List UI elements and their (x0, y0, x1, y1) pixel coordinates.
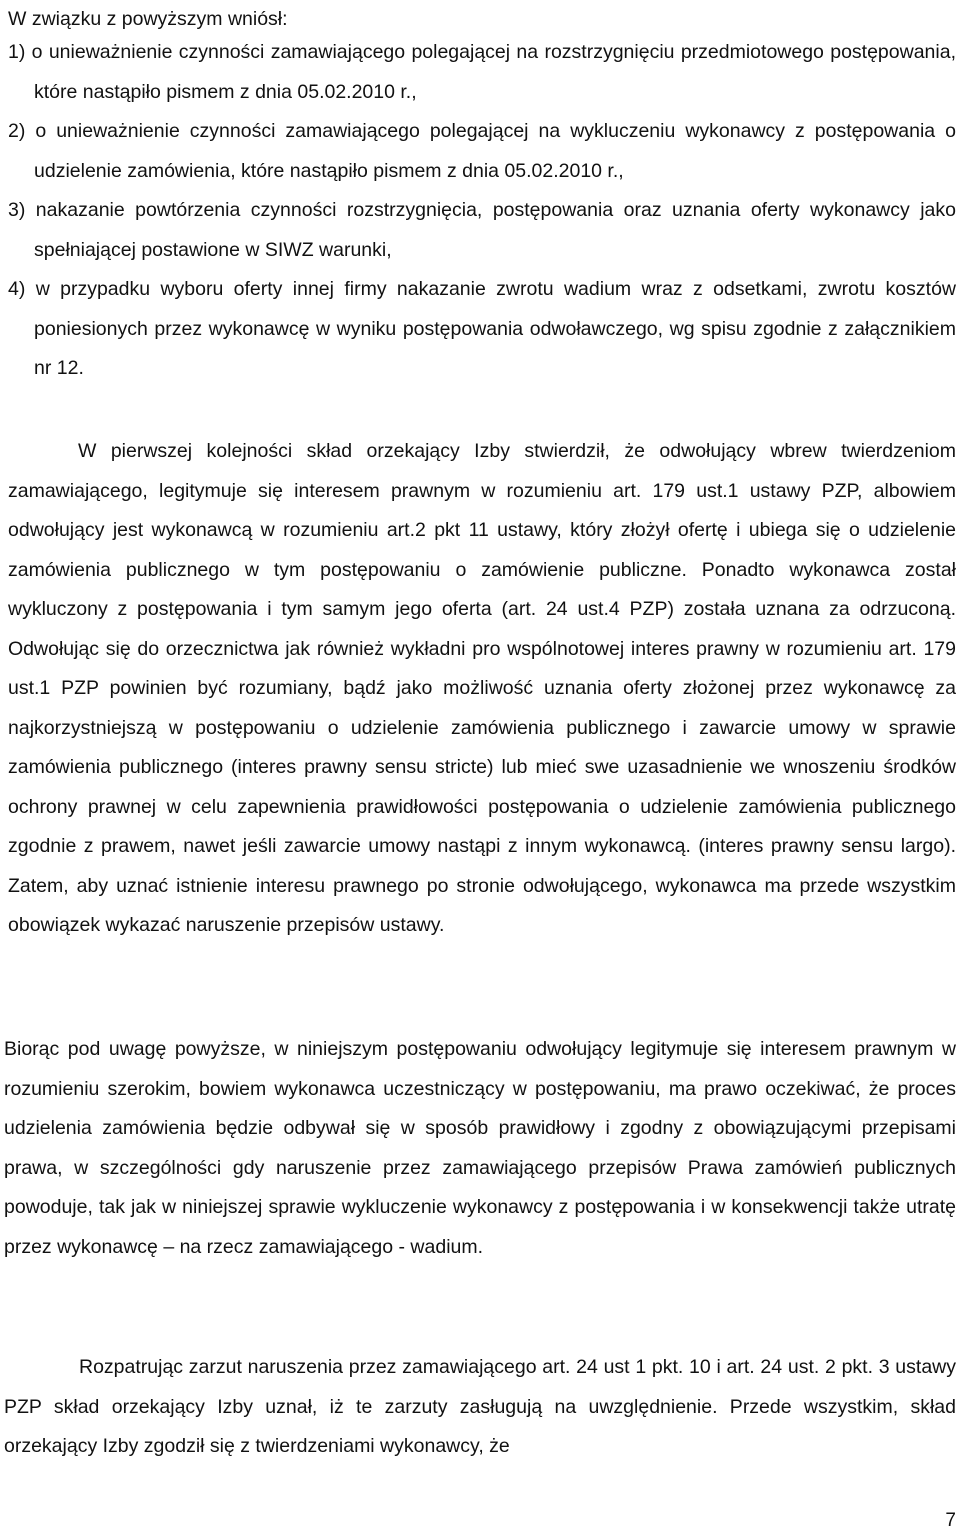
request-item-4: 4) w przypadku wyboru oferty innej firmy nakazanie zwrotu wadium wraz z odsetkami, zwrotu kosztów poniesionych przez wykonawcę w wyniku postępowania odwoławczego, wg spisu zgodnie z załącznikiem nr 12. (8, 278, 956, 379)
request-item-2: 2) o unieważnienie czynności zamawiającego polegającej na wykluczeniu wykonawcy z postępowania o udzielenie zamówienia, które nastąpiło pismem z dnia 05.02.2010 r., (8, 120, 956, 182)
requests-list (8, 33, 956, 389)
page-number: 7 (945, 1510, 956, 1531)
paragraph-legal-interest: W pierwszej kolejności skład orzekający Izby stwierdził, że odwołujący wbrew twierdzeniom zamawiającego, legitymuje się interesem prawnym w rozumieniu art. 179 ust.1 ustawy PZP, albowiem odwołujący jest wykonawcą w rozumieniu art.2 pkt 11 ustawy, który złożył ofertę i ubiega się o udzielenie zamówienia publicznego w tym postępowaniu o zamówienie publiczne. Ponadto wykonawca został wykluczony z postępowania i tym samym jego oferta (art. 24 ust.4 PZP) została uznana za odrzuconą. Odwołując się do orzecznictwa jak również wykładni pro wspólnotowej interes prawny w rozumieniu art. 179 ust.1 PZP powinien być rozumiany, bądź jako możliwość uznania oferty złożonej przez wykonawcę za najkorzystniejszą w postępowaniu o udzielenie zamówienia publicznego i zawarcie umowy w sprawie zamówienia publicznego (interes prawny sensu stricte) lub mieć swe uzasadnienie we wnoszeniu środków ochrony prawnej w celu zapewnienia prawidłowości postępowania o udzielenie zamówienia publicznego zgodnie z prawem, nawet jeśli zawarcie umowy nastąpi z innym wykonawcą. (interes prawny sensu largo). Zatem, aby uznać istnienie interesu prawnego po stronie odwołującego, wykonawca ma przede wszystkim obowiązek wykazać naruszenie przepisów ustawy. (8, 440, 956, 936)
request-item-3: 3) nakazanie powtórzenia czynności rozstrzygnięcia, postępowania oraz uznania oferty wykonawcy jako spełniającej postawione w SIWZ warunki, (8, 199, 956, 261)
paragraph-considering: Biorąc pod uwagę powyższe, w niniejszym postępowaniu odwołujący legitymuje się interesem prawnym w rozumieniu szerokim, bowiem wykonawca uczestniczący w postępowaniu, ma prawo oczekiwać, że proces udzielenia zamówienia będzie odbywał się w sposób prawidłowy i zgodny z obowiązującymi przepisami prawa, w szczególności gdy naruszenie przez zamawiającego przepisów Prawa zamówień publicznych powoduje, tak jak w niniejszej sprawie wykluczenie wykonawcy z postępowania i w konsekwencji także utratę przez wykonawcę – na rzecz zamawiającego - wadium. (4, 1038, 956, 1258)
paragraph-charge-review: Rozpatrując zarzut naruszenia przez zamawiającego art. 24 ust 1 pkt. 10 i art. 24 ust. 2 pkt. 3 ustawy PZP skład orzekający Izby uznał, iż te zarzuty zasługują na uwzględnienie. Przede wszystkim, skład orzekający Izby zgodził się z twierdzeniami wykonawcy, że (4, 1356, 956, 1457)
intro-line: W związku z powyższym wniósł: (8, 8, 288, 30)
request-item-1: 1) o unieważnienie czynności zamawiającego polegającej na rozstrzygnięciu przedmiotowego postępowania, które nastąpiło pismem z dnia 05.02.2010 r., (8, 41, 956, 103)
